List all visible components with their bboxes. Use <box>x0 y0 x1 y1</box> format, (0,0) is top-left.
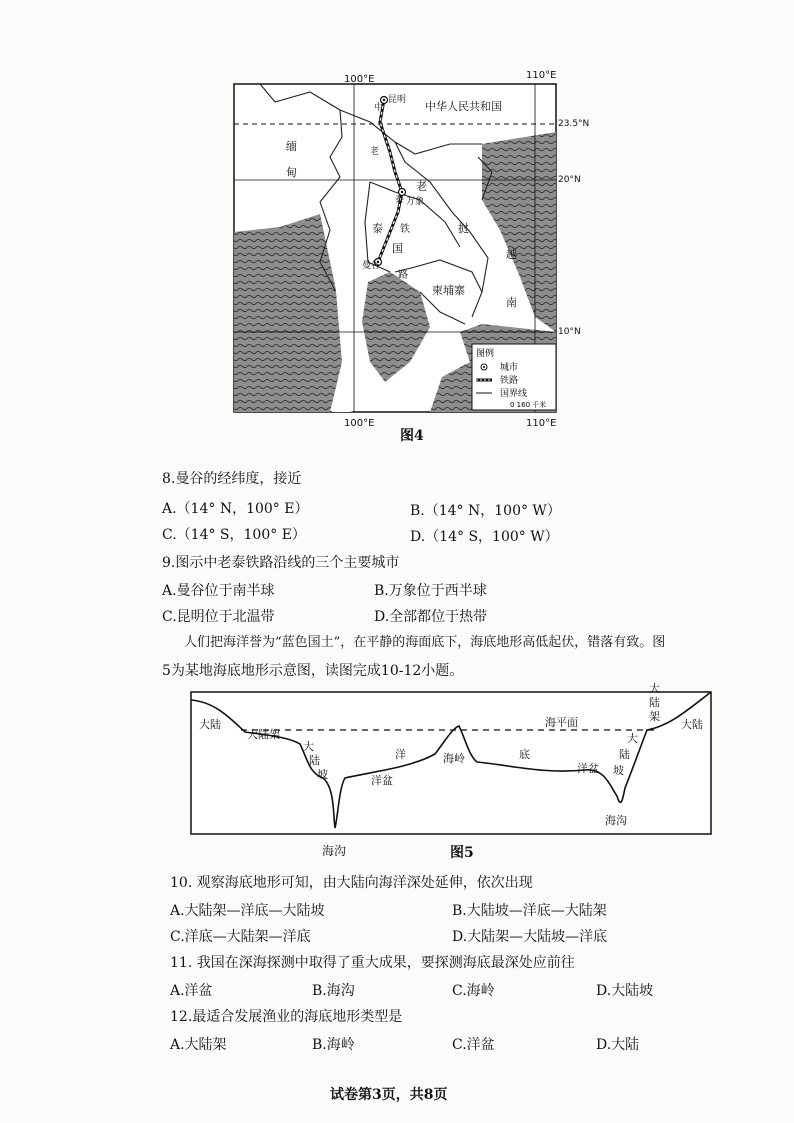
figure-4-caption: 图4 <box>400 428 424 444</box>
label-land-right: 大陆 <box>681 718 703 731</box>
q9-option-d[interactable]: D.全部都位于热带 <box>374 609 488 625</box>
label-shelf-right-1: 大 <box>649 682 660 695</box>
label-laos: 老 <box>416 180 427 193</box>
label-lon-110e-bottom: 110°E <box>526 418 557 429</box>
label-slope-left-1: 大 <box>303 740 314 753</box>
q10-option-b[interactable]: B.大陆坡—洋底—大陆架 <box>452 903 607 919</box>
q11-stem: 11. 我国在深海探测中取得了重大成果，要探测海底最深处应前往 <box>170 955 575 971</box>
legend-city: 城市 <box>500 363 519 373</box>
q10-stem: 10. 观察海底地形可知，由大陆向海洋深处延伸，依次出现 <box>170 875 533 891</box>
label-yang: 洋 <box>395 748 406 761</box>
label-thai-mid: 泰 <box>395 195 405 205</box>
label-rail-lu: 路 <box>398 270 408 281</box>
q10-option-d[interactable]: D.大陆架—大陆坡—洋底 <box>452 929 608 945</box>
q8-option-c[interactable]: C.（14° S，100° E） <box>162 527 306 543</box>
label-trench-left: 海沟 <box>322 844 347 858</box>
label-shelf-right-3: 架 <box>649 710 660 723</box>
q11-option-a[interactable]: A.洋盆 <box>170 983 213 999</box>
q9-option-c[interactable]: C.昆明位于北温带 <box>162 609 275 625</box>
label-slope-left-3: 坡 <box>317 768 328 781</box>
legend-rail: 铁路 <box>500 376 519 386</box>
label-laos-short: 老 <box>370 147 380 157</box>
q11-option-b[interactable]: B.海沟 <box>312 983 355 999</box>
label-lon-100e: 100°E <box>344 74 375 85</box>
label-lon-100e-bottom: 100°E <box>344 418 375 429</box>
label-china: 中华人民共和国 <box>425 100 502 113</box>
label-basin-left: 洋盆 <box>371 774 393 787</box>
legend-border: 国界线 <box>500 389 528 399</box>
label-tropic: 23.5°N <box>558 119 590 129</box>
label-di: 底 <box>519 748 530 761</box>
map-legend <box>472 344 556 410</box>
label-china-short: 中 <box>374 103 384 113</box>
q10-option-a[interactable]: A.大陆架—洋底—大陆坡 <box>170 903 325 919</box>
label-10n: 10°N <box>558 327 581 337</box>
label-trench-right: 海沟 <box>605 814 627 827</box>
intro-line-2: 5为某地海底地形示意图，读图完成10-12小题。 <box>162 663 464 679</box>
label-vietnam-yue: 越 <box>506 248 517 261</box>
label-basin-right: 洋盆 <box>577 762 599 775</box>
q11-option-d[interactable]: D.大陆坡 <box>596 983 654 999</box>
q8-stem: 8.曼谷的经纬度，接近 <box>162 471 302 487</box>
q11-option-c[interactable]: C.海岭 <box>452 983 495 999</box>
intro-line-1: 人们把海洋誉为“蓝色国土”，在平静的海面底下，海底地形高低起伏，错落有致。图 <box>184 635 666 650</box>
label-laos-wo: 挝 <box>458 222 469 235</box>
label-slope-right-1: 大 <box>627 732 638 745</box>
q8-option-b[interactable]: B.（14° N，100° W） <box>410 503 561 519</box>
label-thailand-tai: 泰 <box>372 222 383 235</box>
label-sea-level: 海平面 <box>545 716 578 729</box>
q12-stem: 12.最适合发展渔业的海底地形类型是 <box>170 1009 403 1025</box>
label-ridge: 海岭 <box>443 752 465 765</box>
page-footer: 试卷第3页，共8页 <box>330 1087 448 1103</box>
label-rail-tie: 铁 <box>400 224 410 235</box>
label-thailand-guo: 国 <box>392 242 403 255</box>
label-land-left: 大陆 <box>199 718 221 731</box>
label-20n: 20°N <box>558 175 581 185</box>
q12-option-b[interactable]: B.海岭 <box>312 1037 355 1053</box>
q8-option-d[interactable]: D.（14° S，100° W） <box>410 529 559 545</box>
label-slope-left-2: 陆 <box>309 754 320 767</box>
label-cambodia: 柬埔寨 <box>432 284 465 297</box>
figure-5-caption: 图5 <box>450 845 474 861</box>
label-bangkok: 曼谷 <box>362 261 381 271</box>
label-shelf-right-2: 陆 <box>649 696 660 709</box>
label-vientiane: 万象 <box>406 197 425 207</box>
legend-scale: 0 160 千米 <box>510 401 547 409</box>
figure-4-map <box>220 62 590 432</box>
label-myanmar-2: 甸 <box>286 166 297 179</box>
q10-option-c[interactable]: C.洋底—大陆架—洋底 <box>170 929 311 945</box>
q9-option-a[interactable]: A.曼谷位于南半球 <box>162 583 275 599</box>
label-vietnam-nan: 南 <box>506 296 517 309</box>
legend-title: 图例 <box>476 349 495 359</box>
label-myanmar-1: 缅 <box>286 140 297 153</box>
q9-option-b[interactable]: B.万象位于西半球 <box>374 583 487 599</box>
figure-5-seabed-profile <box>185 678 720 843</box>
label-lon-110e-top: 110°E <box>526 70 557 81</box>
q9-stem: 9.图示中老泰铁路沿线的三个主要城市 <box>162 555 400 571</box>
label-shelf-left: 大陆架 <box>247 728 280 741</box>
q12-option-c[interactable]: C.洋盆 <box>452 1037 495 1053</box>
label-kunming: 昆明 <box>388 95 407 105</box>
label-slope-right-2: 陆 <box>619 748 630 761</box>
q8-option-a[interactable]: A.（14° N，100° E） <box>162 501 309 517</box>
q12-option-d[interactable]: D.大陆 <box>596 1037 640 1053</box>
q12-option-a[interactable]: A.大陆架 <box>170 1037 227 1053</box>
label-slope-right-3: 坡 <box>613 764 624 777</box>
